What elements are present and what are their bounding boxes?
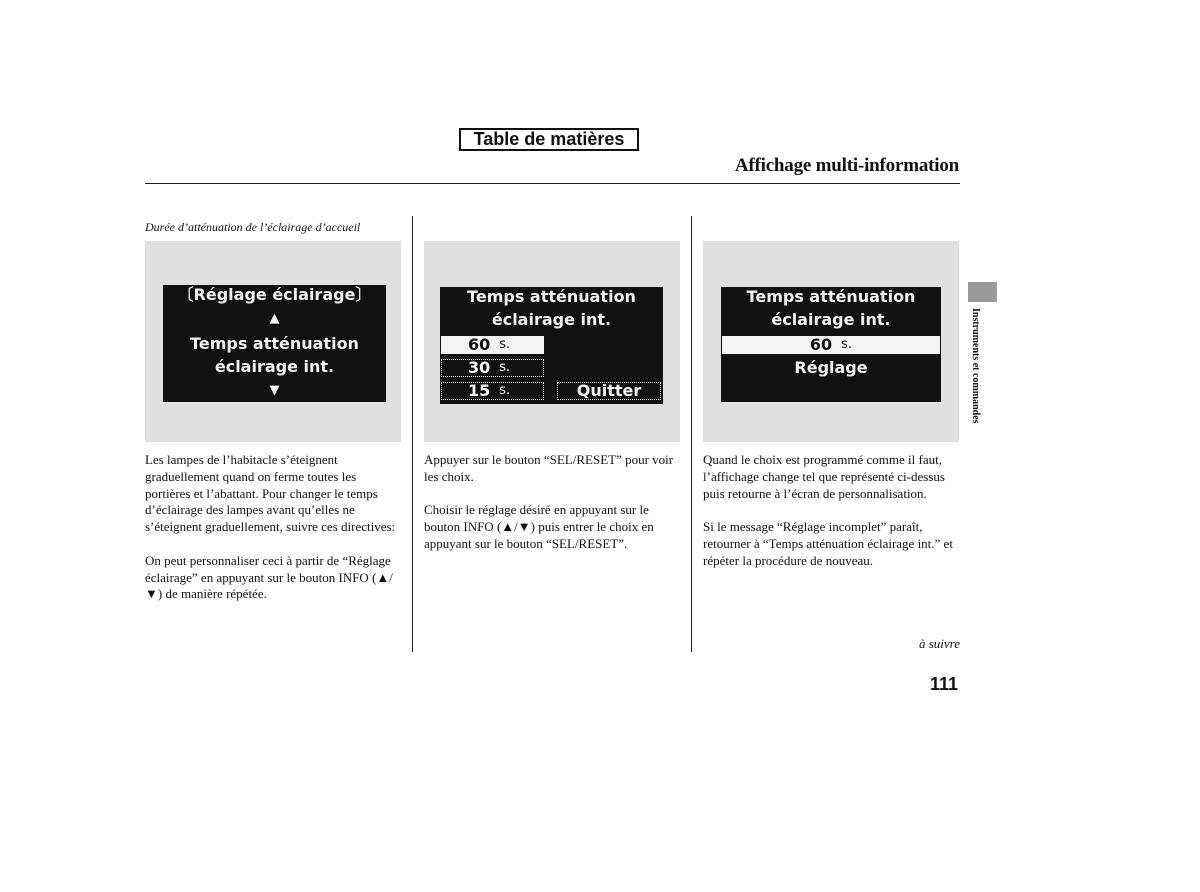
table-of-contents-button[interactable]: Table de matières — [459, 128, 639, 151]
screen-menu-item-line1: Temps atténuation — [190, 334, 359, 353]
screen-status: Réglage — [794, 358, 868, 377]
page-title: Affichage multi-information — [734, 155, 959, 176]
text-column-1 — [145, 452, 403, 620]
display-panel-3 — [703, 241, 959, 442]
option-unit: s. — [499, 383, 511, 398]
down-arrow-icon: ▼ — [269, 383, 280, 398]
paragraph: Si le message “Réglage incomplet” paraît, retourner à “Temps atténuation éclairage int.” et répéter la procédure de nouveau. — [703, 519, 953, 568]
option-value: 60 — [468, 335, 491, 354]
display-screen-confirm — [721, 287, 941, 402]
display-screen-options — [440, 287, 663, 404]
paragraph: Quand le choix est programmé comme il faut, l’affichage change tel que représenté ci-dessus puis retourne à l’écran de personnalisation. — [703, 452, 945, 501]
option-30s[interactable] — [441, 359, 544, 377]
text-column-3 — [703, 452, 961, 586]
display-panel-1 — [145, 241, 401, 442]
page-number: 111 — [930, 674, 959, 694]
option-unit: s. — [841, 337, 853, 352]
screen-menu-item-line2: éclairage int. — [214, 357, 335, 376]
header-divider — [145, 183, 960, 184]
option-value: 60 — [809, 335, 833, 354]
quit-option[interactable]: Quitter — [557, 382, 661, 400]
section-tab[interactable] — [968, 282, 997, 302]
screen-title-line1: Temps atténuation — [467, 287, 636, 306]
text-column-2 — [424, 452, 680, 570]
option-unit: s. — [499, 337, 511, 352]
section-tab-label: Instruments et commandes — [970, 308, 981, 424]
screen-title-line2: éclairage int. — [771, 310, 891, 329]
figure-caption: Durée d’atténuation de l’éclairage d’accueil — [145, 220, 361, 234]
screen-heading: 〔Réglage éclairage〕 — [177, 285, 372, 304]
paragraph: Appuyer sur le bouton “SEL/RESET” pour voir les choix. — [424, 452, 674, 484]
column-divider — [691, 216, 692, 652]
option-unit: s. — [499, 360, 511, 375]
display-panel-2 — [424, 241, 680, 442]
up-arrow-icon: ▲ — [269, 311, 280, 326]
display-screen-menu — [163, 285, 386, 402]
option-15s[interactable] — [441, 382, 544, 400]
option-value: 30 — [468, 358, 491, 377]
option-value: 15 — [468, 381, 491, 400]
continued-note: à suivre — [918, 636, 960, 651]
option-60s[interactable] — [441, 336, 544, 354]
screen-title-line2: éclairage int. — [491, 310, 612, 329]
selected-value — [722, 336, 940, 354]
column-divider — [412, 216, 413, 652]
screen-title-line1: Temps atténuation — [746, 287, 916, 306]
paragraph: On peut personnaliser ceci à partir de “Réglage éclairage” en appuyant sur le bouton INFO (▲/▼) de manière répétée. — [145, 552, 393, 602]
paragraph: Choisir le réglage désiré en appuyant sur le bouton INFO (▲/▼) puis entrer le choix en appuyant sur le bouton “SEL/RESET”. — [424, 502, 654, 551]
paragraph: Les lampes de l’habitacle s’éteignent graduellement quand on ferme toutes les portières et l’abattant. Pour changer le temps d’éclairage des lampes avant qu’elles ne s’éteignent graduellement, suivre ces directives: — [145, 452, 396, 535]
